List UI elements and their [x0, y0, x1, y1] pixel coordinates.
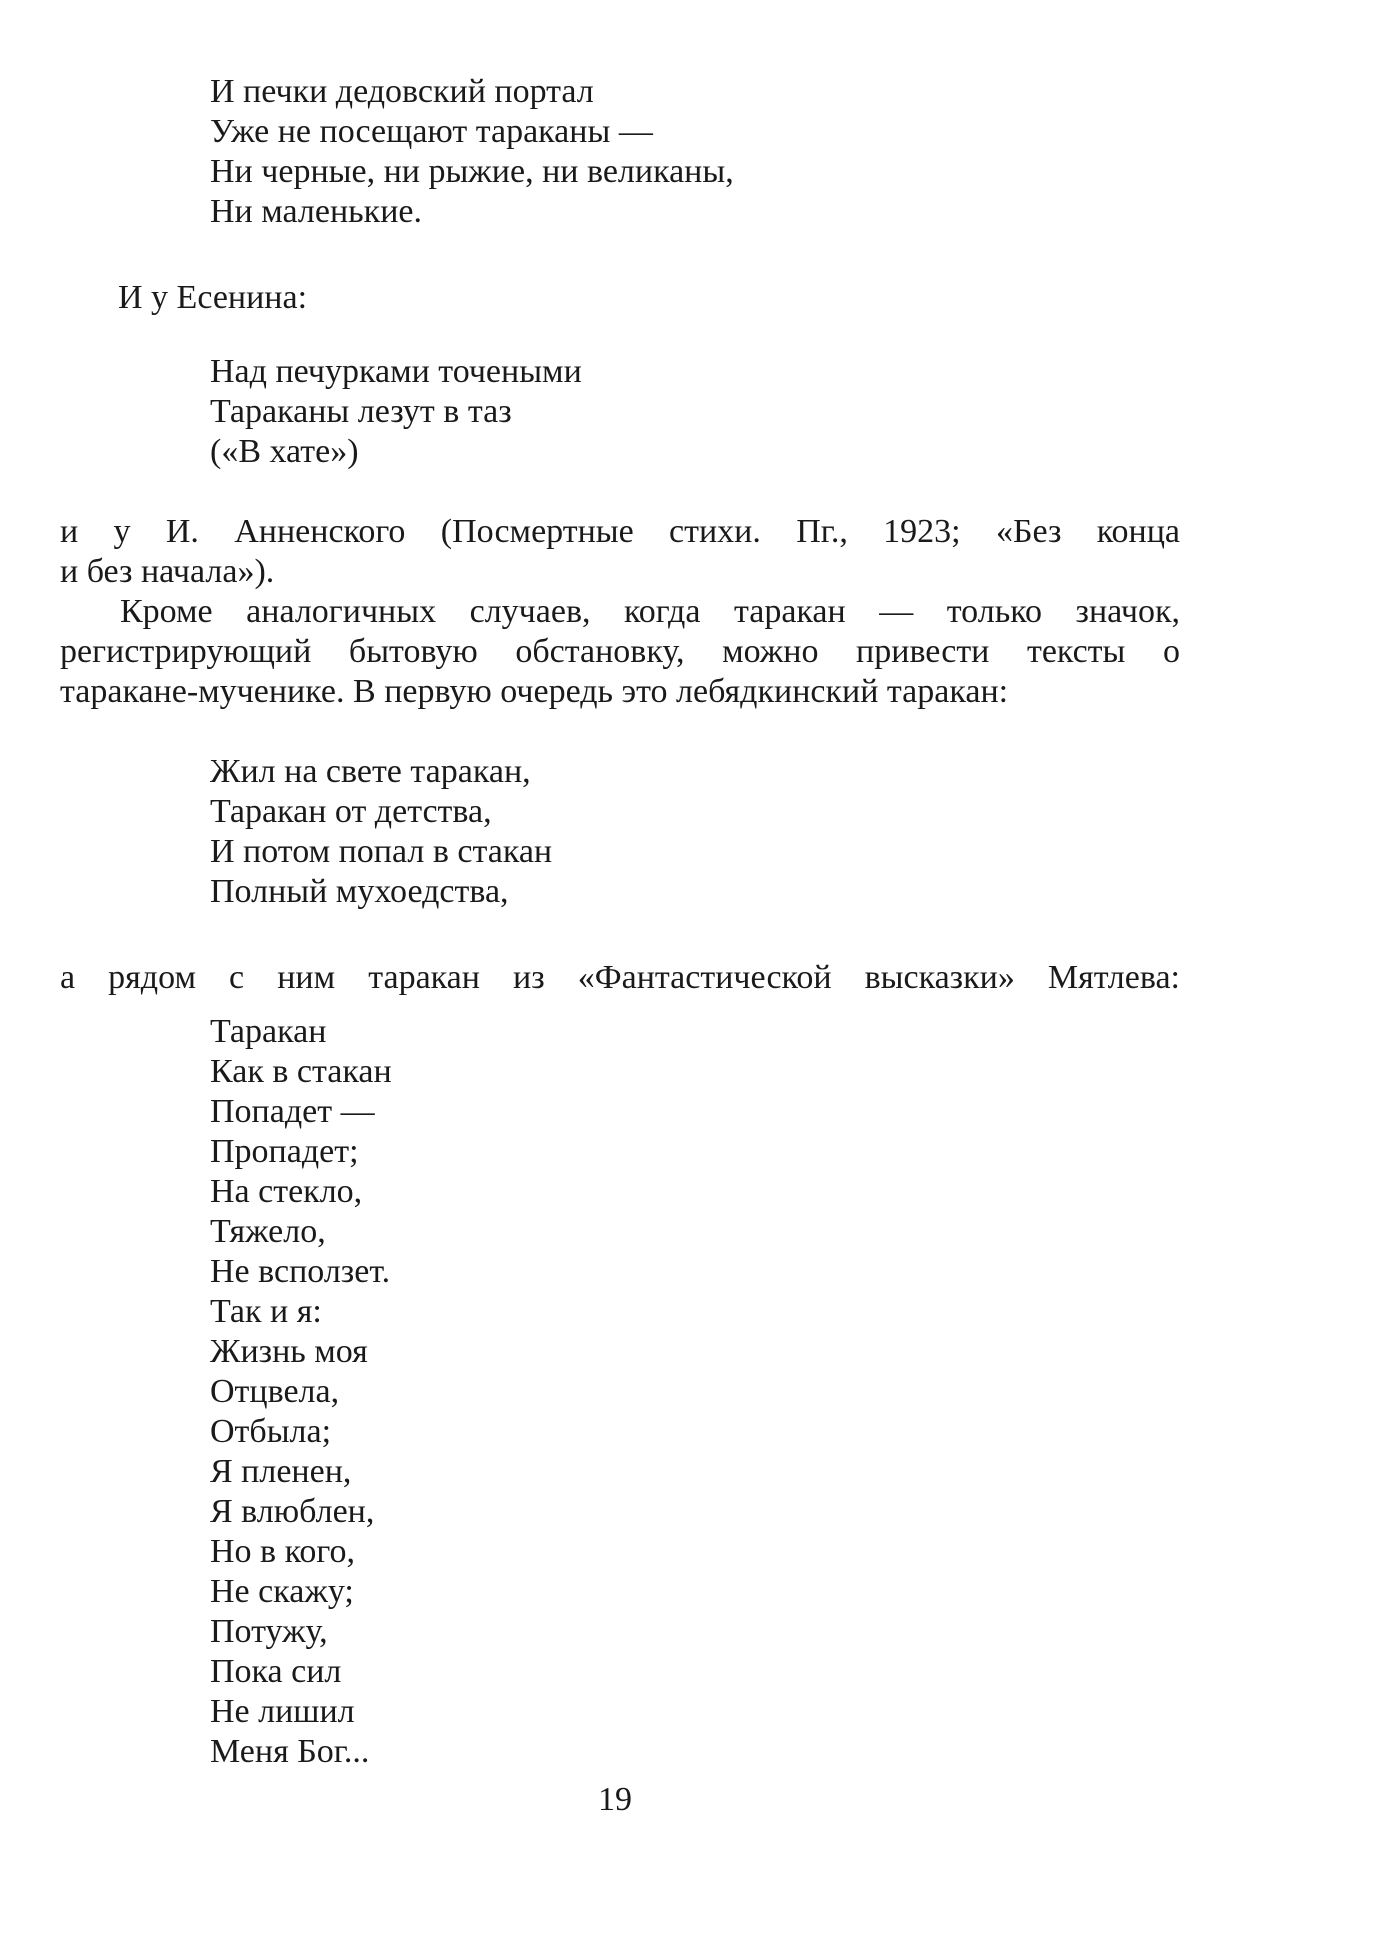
paragraph-line: Кроме аналогичных случаев, когда таракан — только значок, — [120, 593, 1180, 630]
paragraph-annensky — [60, 512, 1180, 592]
verse-line: Ни маленькие. — [210, 193, 422, 230]
verse-block-2 — [210, 352, 582, 472]
verse-line: Тяжело, — [210, 1213, 326, 1250]
verse-line: Но в кого, — [210, 1533, 355, 1570]
paragraph-line: регистрирующий бытовую обстановку, можно привести тексты о — [60, 633, 1180, 670]
verse-source: («В хате») — [210, 433, 359, 470]
paragraph-cockroach — [60, 592, 1180, 712]
verse-line: Жизнь моя — [210, 1333, 368, 1370]
paragraph-line: таракане-мученике. В первую очередь это лебядкинский таракан: — [60, 673, 1009, 710]
verse-line: Уже не посещают тараканы — — [210, 113, 653, 150]
verse-line: Тараканы лезут в таз — [210, 393, 512, 430]
verse-line: Потужу, — [210, 1613, 328, 1650]
verse-line: И потом попал в стакан — [210, 833, 553, 870]
verse-block-1 — [210, 72, 734, 232]
verse-line: Я пленен, — [210, 1453, 352, 1490]
verse-line: Не всползет. — [210, 1253, 391, 1290]
verse-line: Ни черные, ни рыжие, ни великаны, — [210, 153, 734, 190]
verse-line: На стекло, — [210, 1173, 363, 1210]
verse-line: Жил на свете таракан, — [210, 753, 531, 790]
verse-line: Так и я: — [210, 1293, 322, 1330]
verse-line: Как в стакан — [210, 1053, 392, 1090]
page-number: 19 — [598, 1781, 632, 1818]
verse-line: Не скажу; — [210, 1573, 354, 1610]
verse-line: Таракан — [210, 1013, 327, 1050]
verse-block-4 — [210, 1012, 392, 1772]
verse-line: И печки дедовский портал — [210, 73, 594, 110]
paragraph-line: а рядом с ним таракан из «Фантастической высказки» Мятлева: — [60, 959, 1180, 996]
verse-line: Меня Бог... — [210, 1733, 370, 1770]
verse-line: Пока сил — [210, 1653, 342, 1690]
verse-line: Отцвела, — [210, 1373, 340, 1410]
verse-line: Над печурками точеными — [210, 353, 582, 390]
verse-line: Попадет — — [210, 1093, 375, 1130]
intro-esenin: И у Есенина: — [118, 279, 308, 316]
paragraph-line: и без начала»). — [60, 553, 275, 590]
verse-line: Полный мухоедства, — [210, 873, 509, 910]
verse-line: Пропадет; — [210, 1133, 359, 1170]
verse-line: Таракан от детства, — [210, 793, 492, 830]
paragraph-myatlev — [60, 958, 1180, 998]
paragraph-line: и у И. Анненского (Посмертные стихи. Пг., 1923; «Без конца — [60, 513, 1180, 550]
verse-line: Отбыла; — [210, 1413, 332, 1450]
verse-line: Я влюблен, — [210, 1493, 375, 1530]
verse-line: Не лишил — [210, 1693, 355, 1730]
verse-block-3 — [210, 752, 552, 912]
